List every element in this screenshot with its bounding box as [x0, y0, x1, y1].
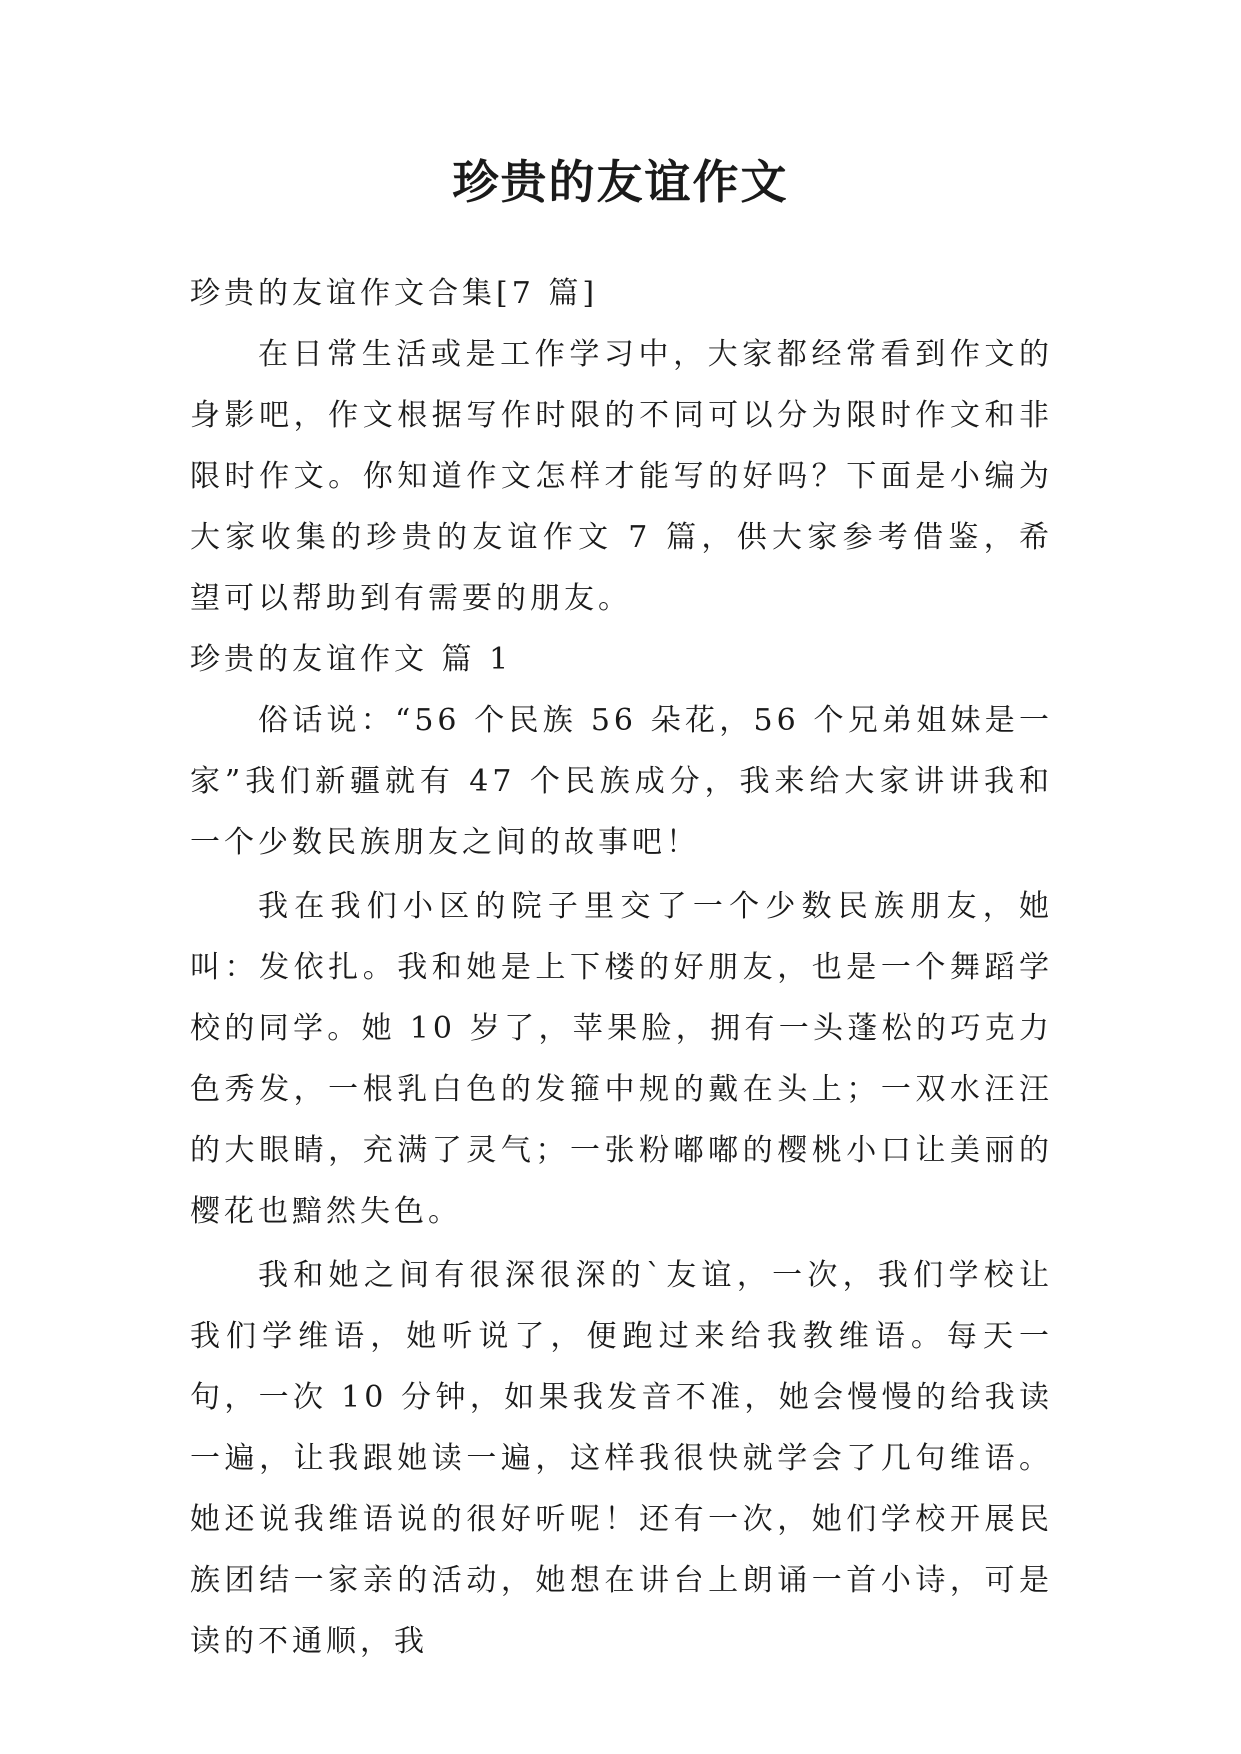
body-paragraph-1: 俗话说：“56 个民族 56 朵花，56 个兄弟姐妹是一家”我们新疆就有 47 个民族成分，我来给大家讲讲我和一个少数民族朋友之间的故事吧！ — [190, 703, 1053, 860]
body-paragraph-2: 我在我们小区的院子里交了一个少数民族朋友，她叫：发依扎。我和她是上下楼的好朋友，也是一个舞蹈学校的同学。她 10 岁了，苹果脸，拥有一头蓬松的巧克力色秀发，一根乳白色的发箍中规的戴在头上；一双水汪汪的大眼睛，充满了灵气；一张粉嘟嘟的樱桃小口让美丽的樱花也黯然失色。 — [190, 889, 1053, 1229]
body-paragraph-3: 我和她之间有很深很深的`友谊，一次，我们学校让我们学维语，她听说了，便跑过来给我教维语。每天一句，一次 10 分钟，如果我发音不准，她会慢慢的给我读一遍，让我跟她读一遍，这样我很快就学会了几句维语。她还说我维语说的很好听呢！还有一次，她们学校开展民族团结一家亲的活动，她想在讲台上朗诵一首小诗，可是读的不通顺，我 — [190, 1258, 1053, 1659]
document-body — [190, 263, 1053, 1672]
collection-heading: 珍贵的友谊作文合集[7 篇] — [190, 276, 599, 311]
intro-paragraph: 在日常生活或是工作学习中，大家都经常看到作文的身影吧，作文根据写作时限的不同可以分为限时作文和非限时作文。你知道作文怎样才能写的好吗？下面是小编为大家收集的珍贵的友谊作文 7 篇，供大家参考借鉴，希望可以帮助到有需要的朋友。 — [190, 337, 1053, 616]
section-heading: 珍贵的友谊作文 篇 1 — [190, 642, 513, 677]
document-title: 珍贵的友谊作文 — [452, 155, 789, 209]
